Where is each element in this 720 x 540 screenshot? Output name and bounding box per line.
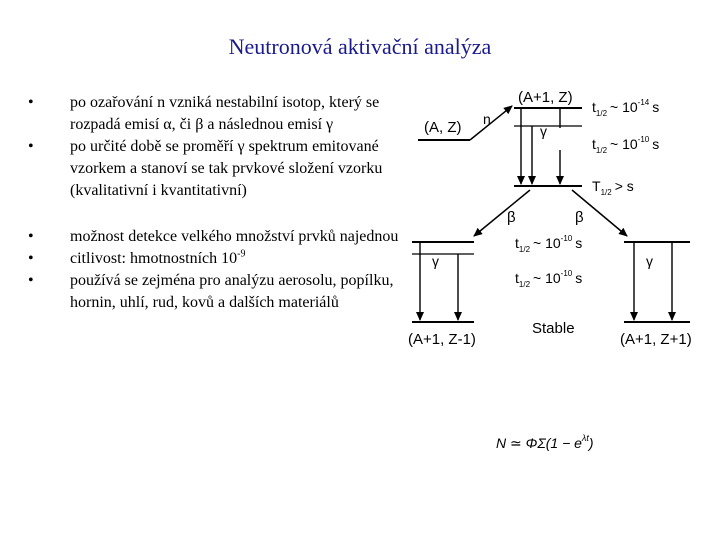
bullet-marker: • xyxy=(28,138,34,155)
half-life-2 xyxy=(592,135,659,155)
bullet-text: používá se zejména pro analýzu aerosolu, popílku, hornin, uhlí, rud, kovů a dalších materiálů xyxy=(70,272,394,311)
half-life-4 xyxy=(515,269,582,289)
svg-text:t1/2~ 10-10s: $t_{1/2}$ ~ $10^{-10}$ s xyxy=(515,269,583,289)
gamma-label-left: γ xyxy=(432,253,439,269)
bullet-marker: • xyxy=(28,228,34,245)
svg-text:t1/2~ 10-10s: $t_{1/2}$ ~ $10^{-10}$ s xyxy=(515,234,583,254)
svg-text:T1/2> s: $T_{1/2} > s$ xyxy=(592,178,634,197)
svg-text:t1/2~ 10-14s: $t_{1/2}$ ~ $10^{-14}$ s xyxy=(592,98,660,118)
page-title: Neutronová aktivační analýza xyxy=(228,34,492,59)
gamma-label-right: γ xyxy=(646,253,653,269)
bullet-marker: • xyxy=(28,250,34,267)
half-life-3 xyxy=(515,234,582,254)
svg-text:t1/2~ 10-10s: $t_{1/2}$ ~ $10^{-10}$ s xyxy=(592,135,660,155)
gamma-label: γ xyxy=(540,123,547,139)
beta-label-left: β xyxy=(507,209,516,226)
activity-formula: N ≃ $\Phi\Sigma(1 - e^{\lambda t})$ xyxy=(496,433,594,451)
bullet-text: po určité době se proměří γ spektrum emitované vzorkem a stanoví se tak prvkové složení vzorku (kvalitativní i kvantitativní) xyxy=(70,138,383,199)
bullet-marker: • xyxy=(28,272,34,289)
bullet-text: možnost detekce velkého množství prvků najednou xyxy=(70,228,399,245)
stable-label: Stable xyxy=(532,320,575,337)
beta-minus-arrow xyxy=(474,190,530,236)
neutron-arrow xyxy=(470,106,512,140)
neutron-label: n xyxy=(483,111,491,127)
left-product-label: (A+1, Z-1) xyxy=(408,331,476,348)
bullet-exponent: -9 xyxy=(237,248,246,260)
beta-label-right: β xyxy=(575,209,584,226)
compound-label: (A+1, Z) xyxy=(518,89,573,106)
bullet-marker: • xyxy=(28,94,34,111)
half-life-1 xyxy=(592,98,659,118)
bullet-text: po ozařování n vzniká nestabilní isotop, který se rozpadá emisí α, či β a následnou emisí γ xyxy=(70,94,380,133)
target-label: (A, Z) xyxy=(424,119,462,136)
bullet-text: citlivost: hmotnostních 10 xyxy=(70,250,238,267)
half-life-long xyxy=(592,178,634,197)
right-product-label: (A+1, Z+1) xyxy=(620,331,692,348)
